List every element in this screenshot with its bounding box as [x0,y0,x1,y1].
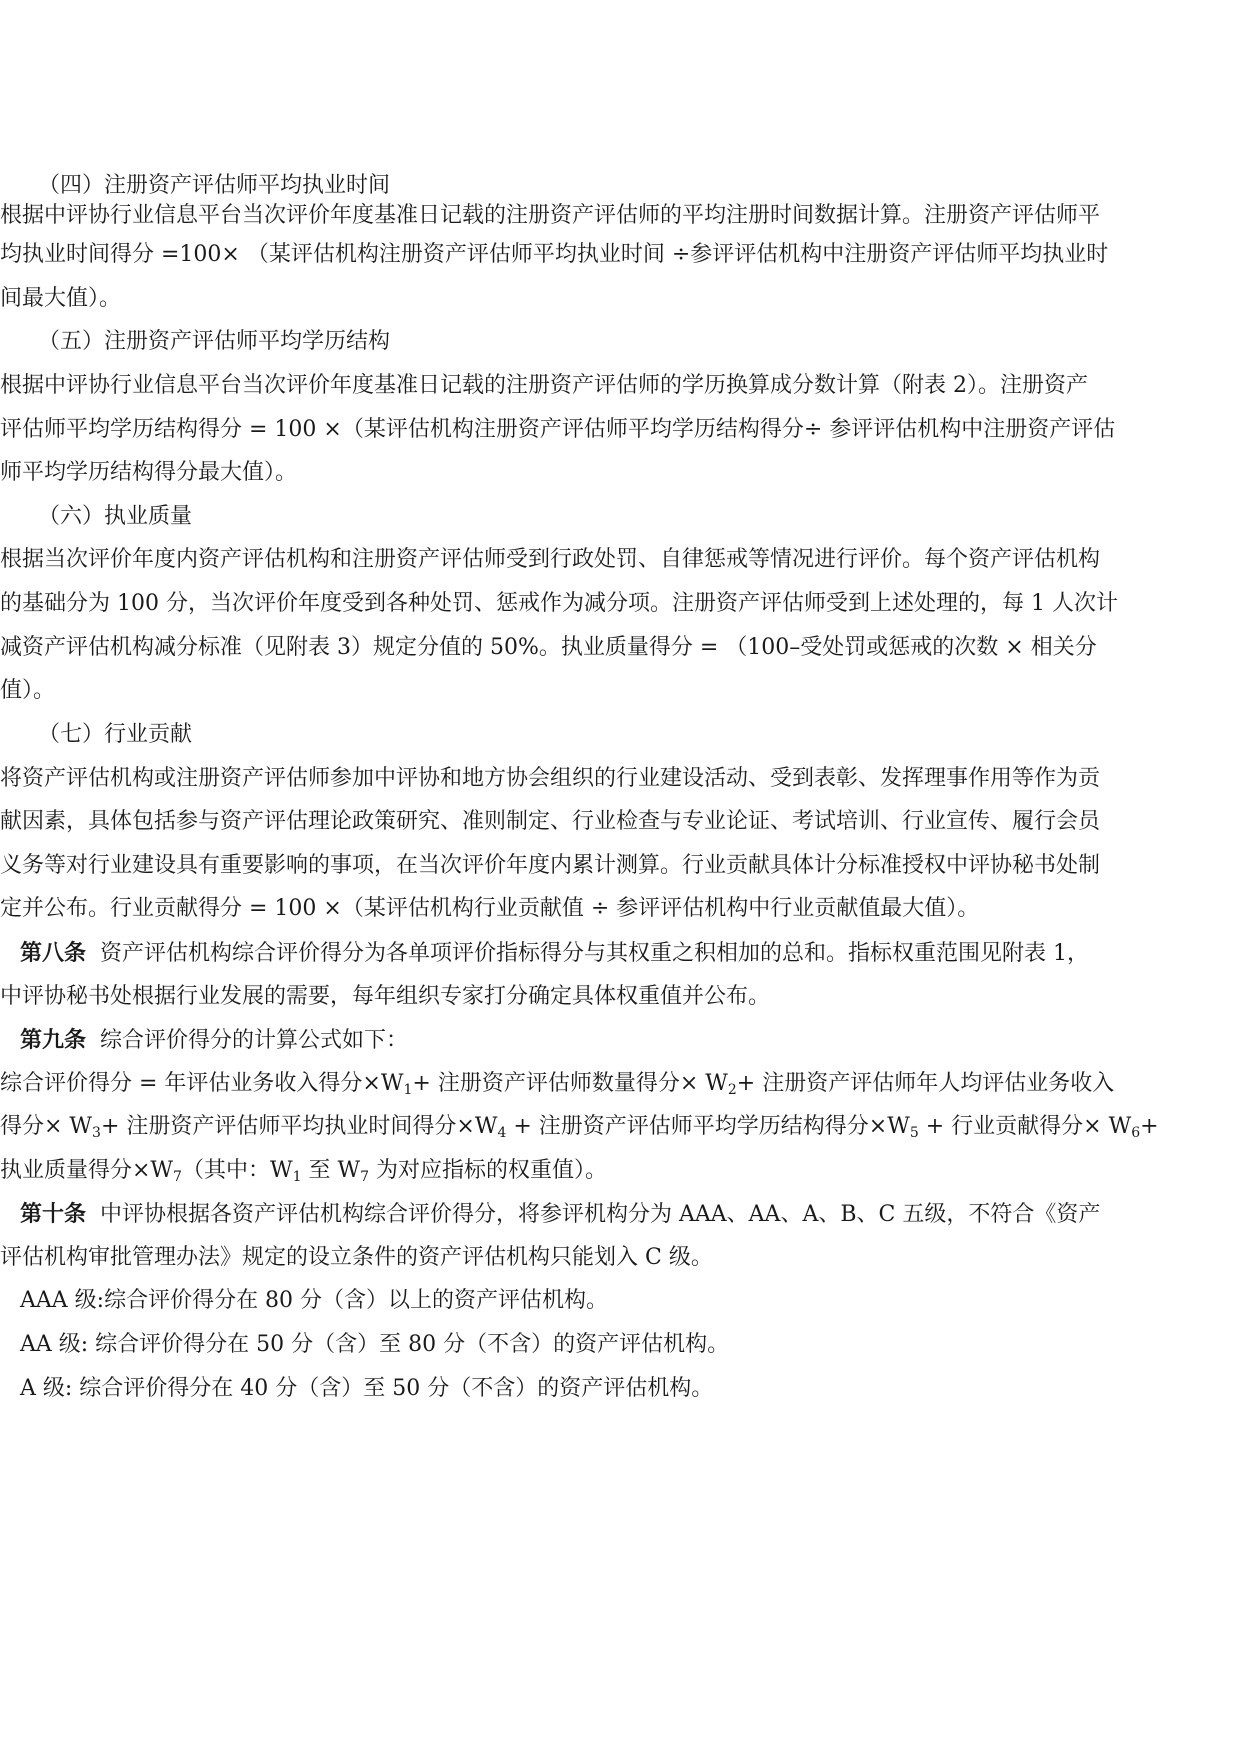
paragraph-line: 均执业时间得分 =100× （某评估机构注册资产评估师平均执业时间 ÷参评评估机构中注册资产评估师平均执业时 [0,242,1109,267]
formula-text: （其中：W [181,1158,293,1183]
formula-text: + 注册资产评估师年人均评估业务收入 [736,1071,1115,1096]
formula-subscript: 4 [497,1125,507,1141]
formula-text: + 注册资产评估师平均学历结构得分×W [506,1114,910,1139]
formula-text: 执业质量得分×W [0,1158,174,1183]
paragraph-line: 的基础分为 100 分，当次评价年度受到各种处罚、惩戒作为减分项。注册资产评估师受到上述处理的，每 1 人次计 [0,591,1118,616]
paragraph-line: 根据当次评价年度内资产评估机构和注册资产评估师受到行政处罚、自律惩戒等情况进行评价。每个资产评估机构 [0,547,1101,572]
paragraph-line: 义务等对行业建设具有重要影响的事项，在当次评价年度内累计测算。行业贡献具体计分标准授权中评协秘书处制 [0,853,1101,878]
paragraph-line: 献因素，具体包括参与资产评估理论政策研究、准则制定、行业检查与专业论证、考试培训、行业宣传、履行会员 [0,809,1101,834]
paragraph-line: 中评协秘书处根据行业发展的需要，每年组织专家打分确定具体权重值并公布。 [0,984,771,1009]
formula-subscript: 2 [727,1082,737,1098]
paragraph-line: 减资产评估机构减分标准（见附表 3）规定分值的 50%。执业质量得分 = （100–受处罚或惩戒的次数 × 相关分 [0,635,1097,660]
grade-aaa: AAA 级:综合评价得分在 80 分（含）以上的资产评估机构。 [20,1288,609,1313]
formula-text: 得分× W [0,1114,93,1139]
paragraph-line: 间最大值）。 [0,286,122,311]
formula-subscript: 1 [403,1082,413,1098]
grade-aa: AA 级: 综合评价得分在 50 分（含）至 80 分（不含）的资产评估机构。 [20,1332,730,1357]
paragraph-line: 将资产评估机构或注册资产评估师参加中评协和地方协会组织的行业建设活动、受到表彰、发挥理事作用等作为贡 [0,766,1101,791]
article-label: 第八条 [20,940,87,966]
formula-text: 为对应指标的权重值）。 [369,1158,608,1183]
formula-subscript: 7 [173,1169,182,1185]
grade-a: A 级: 综合评价得分在 40 分（含）至 50 分（不含）的资产评估机构。 [20,1376,714,1401]
paragraph-line: 定并公布。行业贡献得分 = 100 ×（某评估机构行业贡献值 ÷ 参评评估机构中行业贡献值最大值）。 [0,896,980,921]
section-heading-5: （五）注册资产评估师平均学历结构 [38,329,391,354]
formula-subscript: 1 [292,1169,302,1185]
formula-line-1 [0,1064,1241,1104]
section-heading-6: （六）执业质量 [38,504,193,529]
formula-line-3 [0,1151,1241,1191]
section-heading-7: （七）行业贡献 [38,722,193,747]
formula-text: 综合评价得分 = 年评估业务收入得分×W [0,1071,404,1096]
formula-text: + 注册资产评估师平均执业时间得分×W [100,1114,498,1139]
formula-line-2 [0,1107,1241,1147]
paragraph-line: 评估师平均学历结构得分 = 100 ×（某评估机构注册资产评估师平均学历结构得分÷ 参评评估机构中注册资产评估 [0,417,1116,442]
formula-text: 至 W [301,1158,361,1183]
paragraph-line: 值）。 [0,678,56,703]
formula-subscript: 7 [360,1169,370,1185]
formula-subscript: 6 [1131,1125,1141,1141]
paragraph-line: 师平均学历结构得分最大值）。 [0,460,298,485]
article-text: 综合评价得分的计算公式如下： [100,1028,409,1053]
formula-text: + [1140,1114,1159,1139]
article-8 [0,933,1241,973]
article-label: 第九条 [20,1027,87,1053]
article-text: 资产评估机构综合评价得分为各单项评价指标得分与其权重之积相加的总和。指标权重范围见附表 1， [100,941,1090,966]
paragraph-line: 根据中评协行业信息平台当次评价年度基准日记载的注册资产评估师的平均注册时间数据计算。注册资产评估师平 [0,203,1101,228]
article-9 [0,1020,1241,1060]
formula-subscript: 3 [92,1125,101,1141]
paragraph-line: 根据中评协行业信息平台当次评价年度基准日记载的注册资产评估师的学历换算成分数计算（附表 2）。注册资产 [0,373,1088,398]
formula-subscript: 5 [909,1125,919,1141]
formula-text: + 注册资产评估师数量得分× W [412,1071,728,1096]
section-heading-4: （四）注册资产评估师平均执业时间 [38,173,391,198]
article-label: 第十条 [20,1201,87,1227]
paragraph-line: 评估机构审批管理办法》规定的设立条件的资产评估机构只能划入 C 级。 [0,1245,713,1270]
formula-text: + 行业贡献得分× W [918,1114,1132,1139]
article-text: 中评协根据各资产评估机构综合评价得分，将参评机构分为 AAA、AA、A、B、C 五级，不符合《资产 [100,1202,1101,1227]
article-10 [0,1194,1241,1234]
